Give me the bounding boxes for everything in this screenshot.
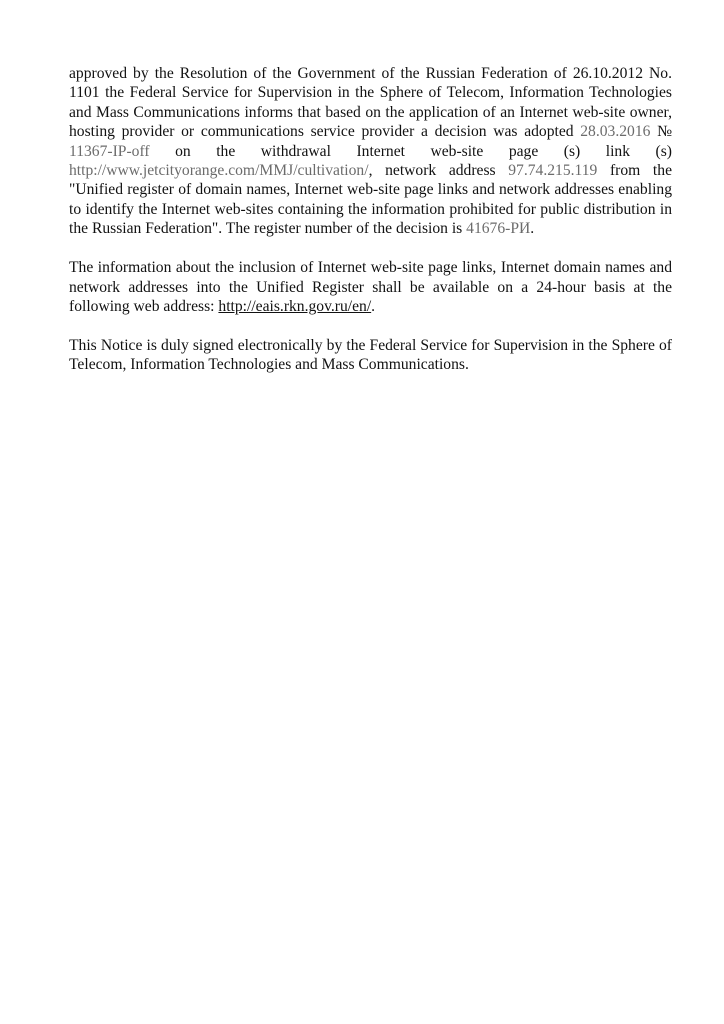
register-number: 41676-РИ — [466, 220, 531, 238]
decision-date: 28.03.2016 — [580, 123, 651, 141]
paragraph-text: . — [371, 298, 376, 316]
paragraph-text: approved by the Resolution of the Government of the Russian Federation of 26.10.2012 No. 1101 the Federal Service for Supervision in the Sphere of Telecom, Information Technologies and Mass Communications informs that based on the application of an Internet web-site owner, hosting provider or communications service provider a decision was adopted — [69, 65, 672, 141]
paragraph-text: . — [530, 220, 535, 238]
network-address: 97.74.215.119 — [508, 162, 598, 180]
paragraph-text: № — [650, 123, 672, 141]
paragraph-text: from the "Unified register of domain names, Internet web-site page links and network addresses enabling to identify the Internet web-sites containing the information prohibited for public distribution in the Russian Federation". The register number of the decision is — [69, 162, 672, 238]
blocked-page-link: http://www.jetcityorange.com/MMJ/cultivation/ — [69, 162, 369, 180]
paragraph-register-info — [69, 258, 672, 316]
decision-id: 11367-IP-off — [69, 142, 150, 160]
paragraph-text: The information about the inclusion of Internet web-site page links, Internet domain names and network addresses into the Unified Register shall be available on a 24-hour basis at the following web address: — [69, 259, 672, 316]
eais-link[interactable]: http://eais.rkn.gov.ru/en/ — [218, 298, 372, 316]
paragraph-signature-notice — [69, 336, 672, 375]
paragraph-text: This Notice is duly signed electronically by the Federal Service for Supervision in the Sphere of Telecom, Information Technologies and Mass Communications. — [69, 337, 672, 374]
document-body — [69, 64, 672, 375]
paragraph-text: , network address — [368, 162, 509, 180]
paragraph-decision — [69, 64, 672, 239]
paragraph-text: on the withdrawal Internet web-site page (s) link (s) — [149, 142, 672, 160]
